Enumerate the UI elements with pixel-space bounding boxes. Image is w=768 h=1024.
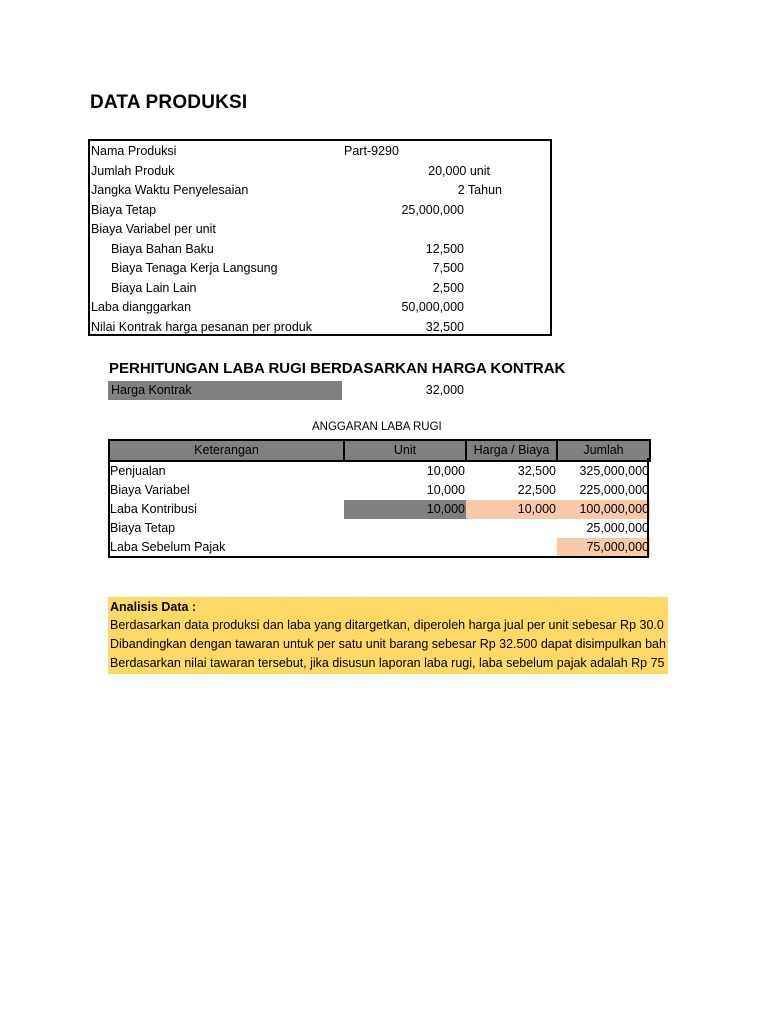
row-label: Nama Produksi — [91, 144, 177, 158]
anggaran-title: ANGGARAN LABA RUGI — [312, 421, 442, 433]
row-value: 12,500 — [425, 241, 464, 256]
table-row — [109, 481, 650, 500]
table-row — [109, 519, 650, 538]
col-header: Jumlah — [557, 440, 650, 461]
produksi-row — [90, 180, 550, 200]
row-label: Biaya Tetap — [91, 202, 157, 217]
table-row — [109, 500, 650, 519]
cell: 32,500 — [517, 464, 556, 478]
row-value: 25,000,000 — [401, 202, 464, 217]
cell: 25,000,000 — [586, 521, 649, 535]
cell: Biaya Tetap — [110, 521, 176, 535]
col-header: Harga / Biaya — [466, 440, 557, 461]
harga-kontrak-label: Harga Kontrak — [111, 383, 192, 397]
cell: 10,000 — [426, 464, 465, 478]
section-heading: PERHITUNGAN LABA RUGI BERDASARKAN HARGA KONTRAK — [109, 360, 566, 377]
row-value: Part-9290 — [344, 144, 399, 158]
produksi-row — [90, 200, 550, 220]
col-header: Unit — [344, 440, 466, 461]
row-label: Biaya Bahan Baku — [111, 241, 214, 256]
table-row — [109, 538, 650, 557]
analisis-heading: Analisis Data : — [110, 600, 197, 614]
row-value: 20,000 unit — [428, 163, 490, 178]
produksi-row — [90, 219, 550, 239]
row-label: Nilai Kontrak harga pesanan per produk — [91, 319, 312, 334]
harga-kontrak-value: 32,000 — [425, 383, 464, 397]
cell: Penjualan — [110, 464, 166, 478]
row-value: 7,500 — [432, 261, 464, 275]
analisis-line: Berdasarkan nilai tawaran tersebut, jika disusun laporan laba rugi, laba sebelum pajak adalah Rp 75 — [110, 656, 665, 670]
cell: 22,500 — [517, 483, 556, 497]
cell — [466, 519, 557, 538]
col-header: Keterangan — [109, 440, 344, 461]
row-value: 2,500 — [432, 280, 464, 295]
produksi-row — [90, 258, 550, 278]
row-label: Jumlah Produk — [91, 163, 175, 178]
produksi-row — [90, 239, 550, 259]
cell: 225,000,000 — [579, 483, 649, 497]
cell: Biaya Variabel — [110, 483, 190, 497]
produksi-row — [90, 161, 550, 181]
row-value: 2 Tahun — [457, 183, 502, 197]
cell: 10,000 — [344, 500, 466, 519]
table-header-row — [109, 440, 650, 461]
produksi-row — [90, 278, 550, 298]
row-label: Jangka Waktu Penyelesaian — [91, 183, 249, 197]
produksi-row — [90, 297, 550, 317]
row-value: 50,000,000 — [401, 300, 464, 314]
row-label: Laba dianggarkan — [91, 300, 192, 314]
anggaran-table — [108, 439, 651, 557]
cell: 10,000 — [466, 500, 557, 519]
cell: 325,000,000 — [579, 464, 649, 478]
cell: 75,000,000 — [557, 538, 650, 557]
cell — [466, 538, 557, 557]
row-value: 32,500 — [425, 319, 464, 334]
produksi-row — [90, 317, 550, 337]
analisis-line: Berdasarkan data produksi dan laba yang ditargetkan, diperoleh harga jual per unit sebesar Rp 30.0 — [110, 618, 664, 632]
cell: 10,000 — [426, 483, 465, 497]
row-label: Biaya Lain Lain — [111, 280, 197, 295]
row-label: Biaya Tenaga Kerja Langsung — [111, 261, 278, 275]
analisis-line: Dibandingkan dengan tawaran untuk per satu unit barang sebesar Rp 32.500 dapat disimpulkan bah — [110, 637, 666, 651]
row-label: Biaya Variabel per unit — [91, 222, 216, 236]
produksi-row — [90, 141, 550, 161]
page-title: DATA PRODUKSI — [90, 92, 248, 113]
cell: Laba Sebelum Pajak — [110, 540, 226, 554]
cell: 100,000,000 — [557, 500, 650, 519]
cell: Laba Kontribusi — [110, 502, 197, 516]
cell — [344, 538, 466, 557]
cell — [344, 519, 466, 538]
data-produksi-box — [88, 139, 552, 336]
analisis-box — [108, 597, 668, 674]
table-row — [109, 461, 650, 481]
